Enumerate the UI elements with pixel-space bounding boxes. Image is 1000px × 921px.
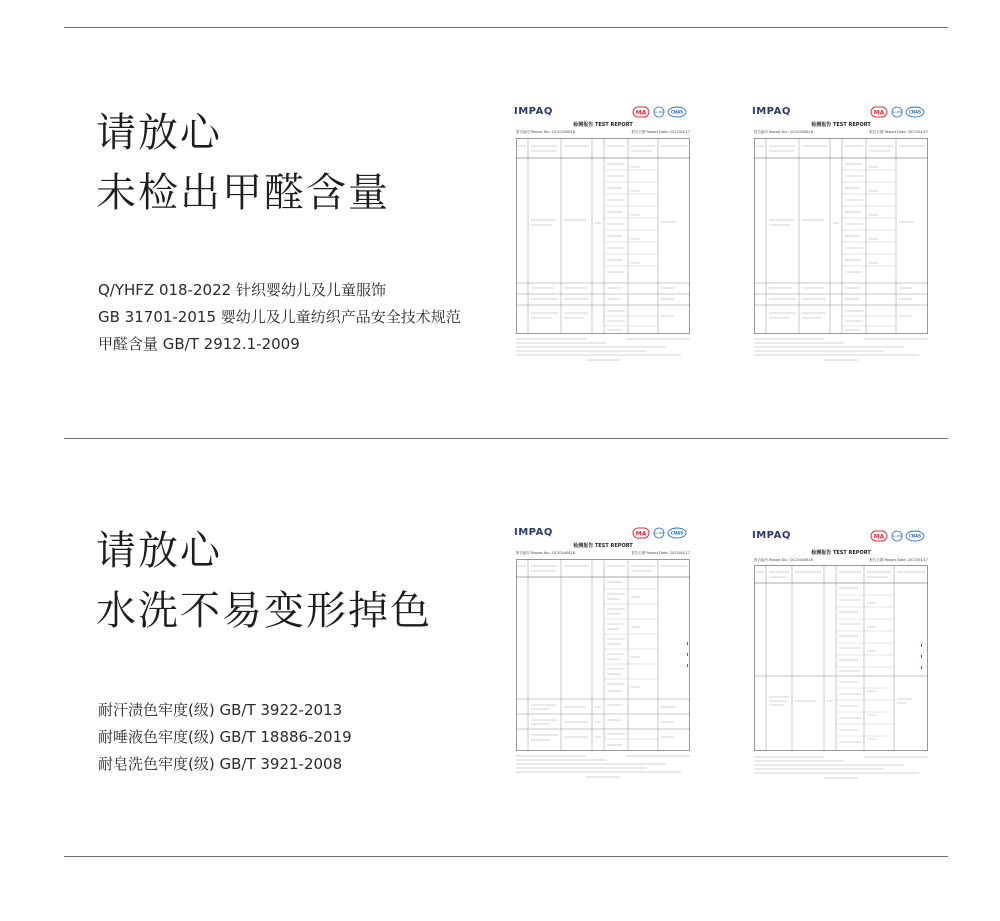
headline-line-1: 请放心: [96, 110, 222, 156]
cnas-seal-icon: [668, 107, 686, 117]
report-footer: [754, 755, 928, 781]
test-report-thumbnail: [514, 104, 692, 364]
report-footer: [754, 337, 928, 363]
headline-line-2: 水洗不易变形掉色: [96, 588, 432, 634]
svg-text:MA: MA: [873, 109, 885, 117]
standard-item: 耐唾液色牢度(级) GB/T 18886-2019: [98, 728, 352, 746]
svg-text:ilac-MRA: ilac-MRA: [653, 532, 665, 535]
svg-text:ilac-MRA: ilac-MRA: [891, 535, 903, 538]
ilac-seal-icon: [653, 107, 664, 117]
report-table: [754, 138, 928, 334]
report-number: 报告编号 Report No.: QC20440818: [754, 130, 813, 134]
ilac-seal-icon: [653, 528, 664, 538]
ma-seal-icon: [633, 107, 649, 117]
certification-seals: [870, 530, 926, 542]
report-footer: [516, 337, 690, 363]
headline: [96, 521, 432, 641]
headline-line-2: 未检出甲醛含量: [96, 170, 390, 216]
standard-item: 耐皂洗色牢度(级) GB/T 3921-2008: [98, 755, 343, 773]
report-date: 报告日期 Report Date: 2023/04/17: [631, 130, 690, 134]
ilac-seal-icon: [891, 107, 902, 117]
report-meta: [754, 130, 928, 135]
ma-seal-icon: [871, 531, 887, 541]
svg-text:ilac-MRA: ilac-MRA: [653, 111, 665, 114]
divider-bottom: [64, 856, 948, 857]
ilac-seal-icon: [891, 531, 902, 541]
report-brand: IMPAQ: [514, 527, 553, 538]
test-report-thumbnail: [752, 104, 930, 364]
section-formaldehyde: [0, 0, 1000, 410]
cnas-seal-icon: [906, 531, 924, 541]
svg-text:MA: MA: [635, 109, 647, 117]
section-color-fastness: [0, 440, 1000, 850]
headline: [96, 103, 390, 223]
standard-item: 耐汗渍色牢度(级) GB/T 3922-2013: [98, 701, 343, 719]
report-number: 报告编号 Report No.: QC20440818: [516, 551, 575, 555]
test-report-thumbnail: [514, 525, 692, 785]
svg-text:MA: MA: [635, 530, 647, 538]
report-brand: IMPAQ: [752, 106, 791, 117]
svg-text:ilac-MRA: ilac-MRA: [891, 111, 903, 114]
svg-text:CNAS: CNAS: [908, 109, 922, 115]
report-brand: IMPAQ: [514, 106, 553, 117]
standards-list: [98, 697, 352, 778]
report-meta: [516, 551, 690, 556]
report-title: 检测报告 TEST REPORT: [573, 122, 633, 128]
svg-text:CNAS: CNAS: [908, 533, 922, 539]
report-number: 报告编号 Report No.: QC20440818: [754, 558, 813, 562]
report-footer: [516, 754, 690, 780]
report-table: [754, 565, 928, 751]
report-brand: IMPAQ: [752, 530, 791, 541]
report-number: 报告编号 Report No.: QC20440818: [516, 130, 575, 134]
certification-seals: [632, 106, 688, 118]
report-title: 检测报告 TEST REPORT: [811, 122, 871, 128]
red-margin-marks: [920, 642, 923, 672]
report-table: [516, 138, 690, 334]
report-meta: [754, 558, 928, 563]
headline-line-1: 请放心: [96, 528, 222, 574]
report-date: 报告日期 Report Date: 2023/04/17: [631, 551, 690, 555]
report-table: [516, 559, 690, 751]
certification-seals: [870, 106, 926, 118]
report-title: 检测报告 TEST REPORT: [811, 550, 871, 556]
divider-middle: [64, 438, 948, 439]
svg-text:CNAS: CNAS: [670, 530, 684, 536]
standard-item: GB 31701-2015 婴幼儿及儿童纺织产品安全技术规范: [98, 308, 461, 326]
red-margin-marks: [686, 640, 689, 670]
standard-item: Q/YHFZ 018-2022 针织婴幼儿及儿童服饰: [98, 281, 386, 299]
ma-seal-icon: [871, 107, 887, 117]
cnas-seal-icon: [906, 107, 924, 117]
test-report-thumbnail: [752, 528, 930, 788]
certification-seals: [632, 527, 688, 539]
report-date: 报告日期 Report Date: 2023/04/17: [869, 130, 928, 134]
report-meta: [516, 130, 690, 135]
ma-seal-icon: [633, 528, 649, 538]
svg-text:MA: MA: [873, 533, 885, 541]
cnas-seal-icon: [668, 528, 686, 538]
report-title: 检测报告 TEST REPORT: [573, 543, 633, 549]
report-date: 报告日期 Report Date: 2023/04/17: [869, 558, 928, 562]
standard-item: 甲醛含量 GB/T 2912.1-2009: [98, 335, 300, 353]
svg-text:CNAS: CNAS: [670, 109, 684, 115]
standards-list: [98, 277, 461, 358]
